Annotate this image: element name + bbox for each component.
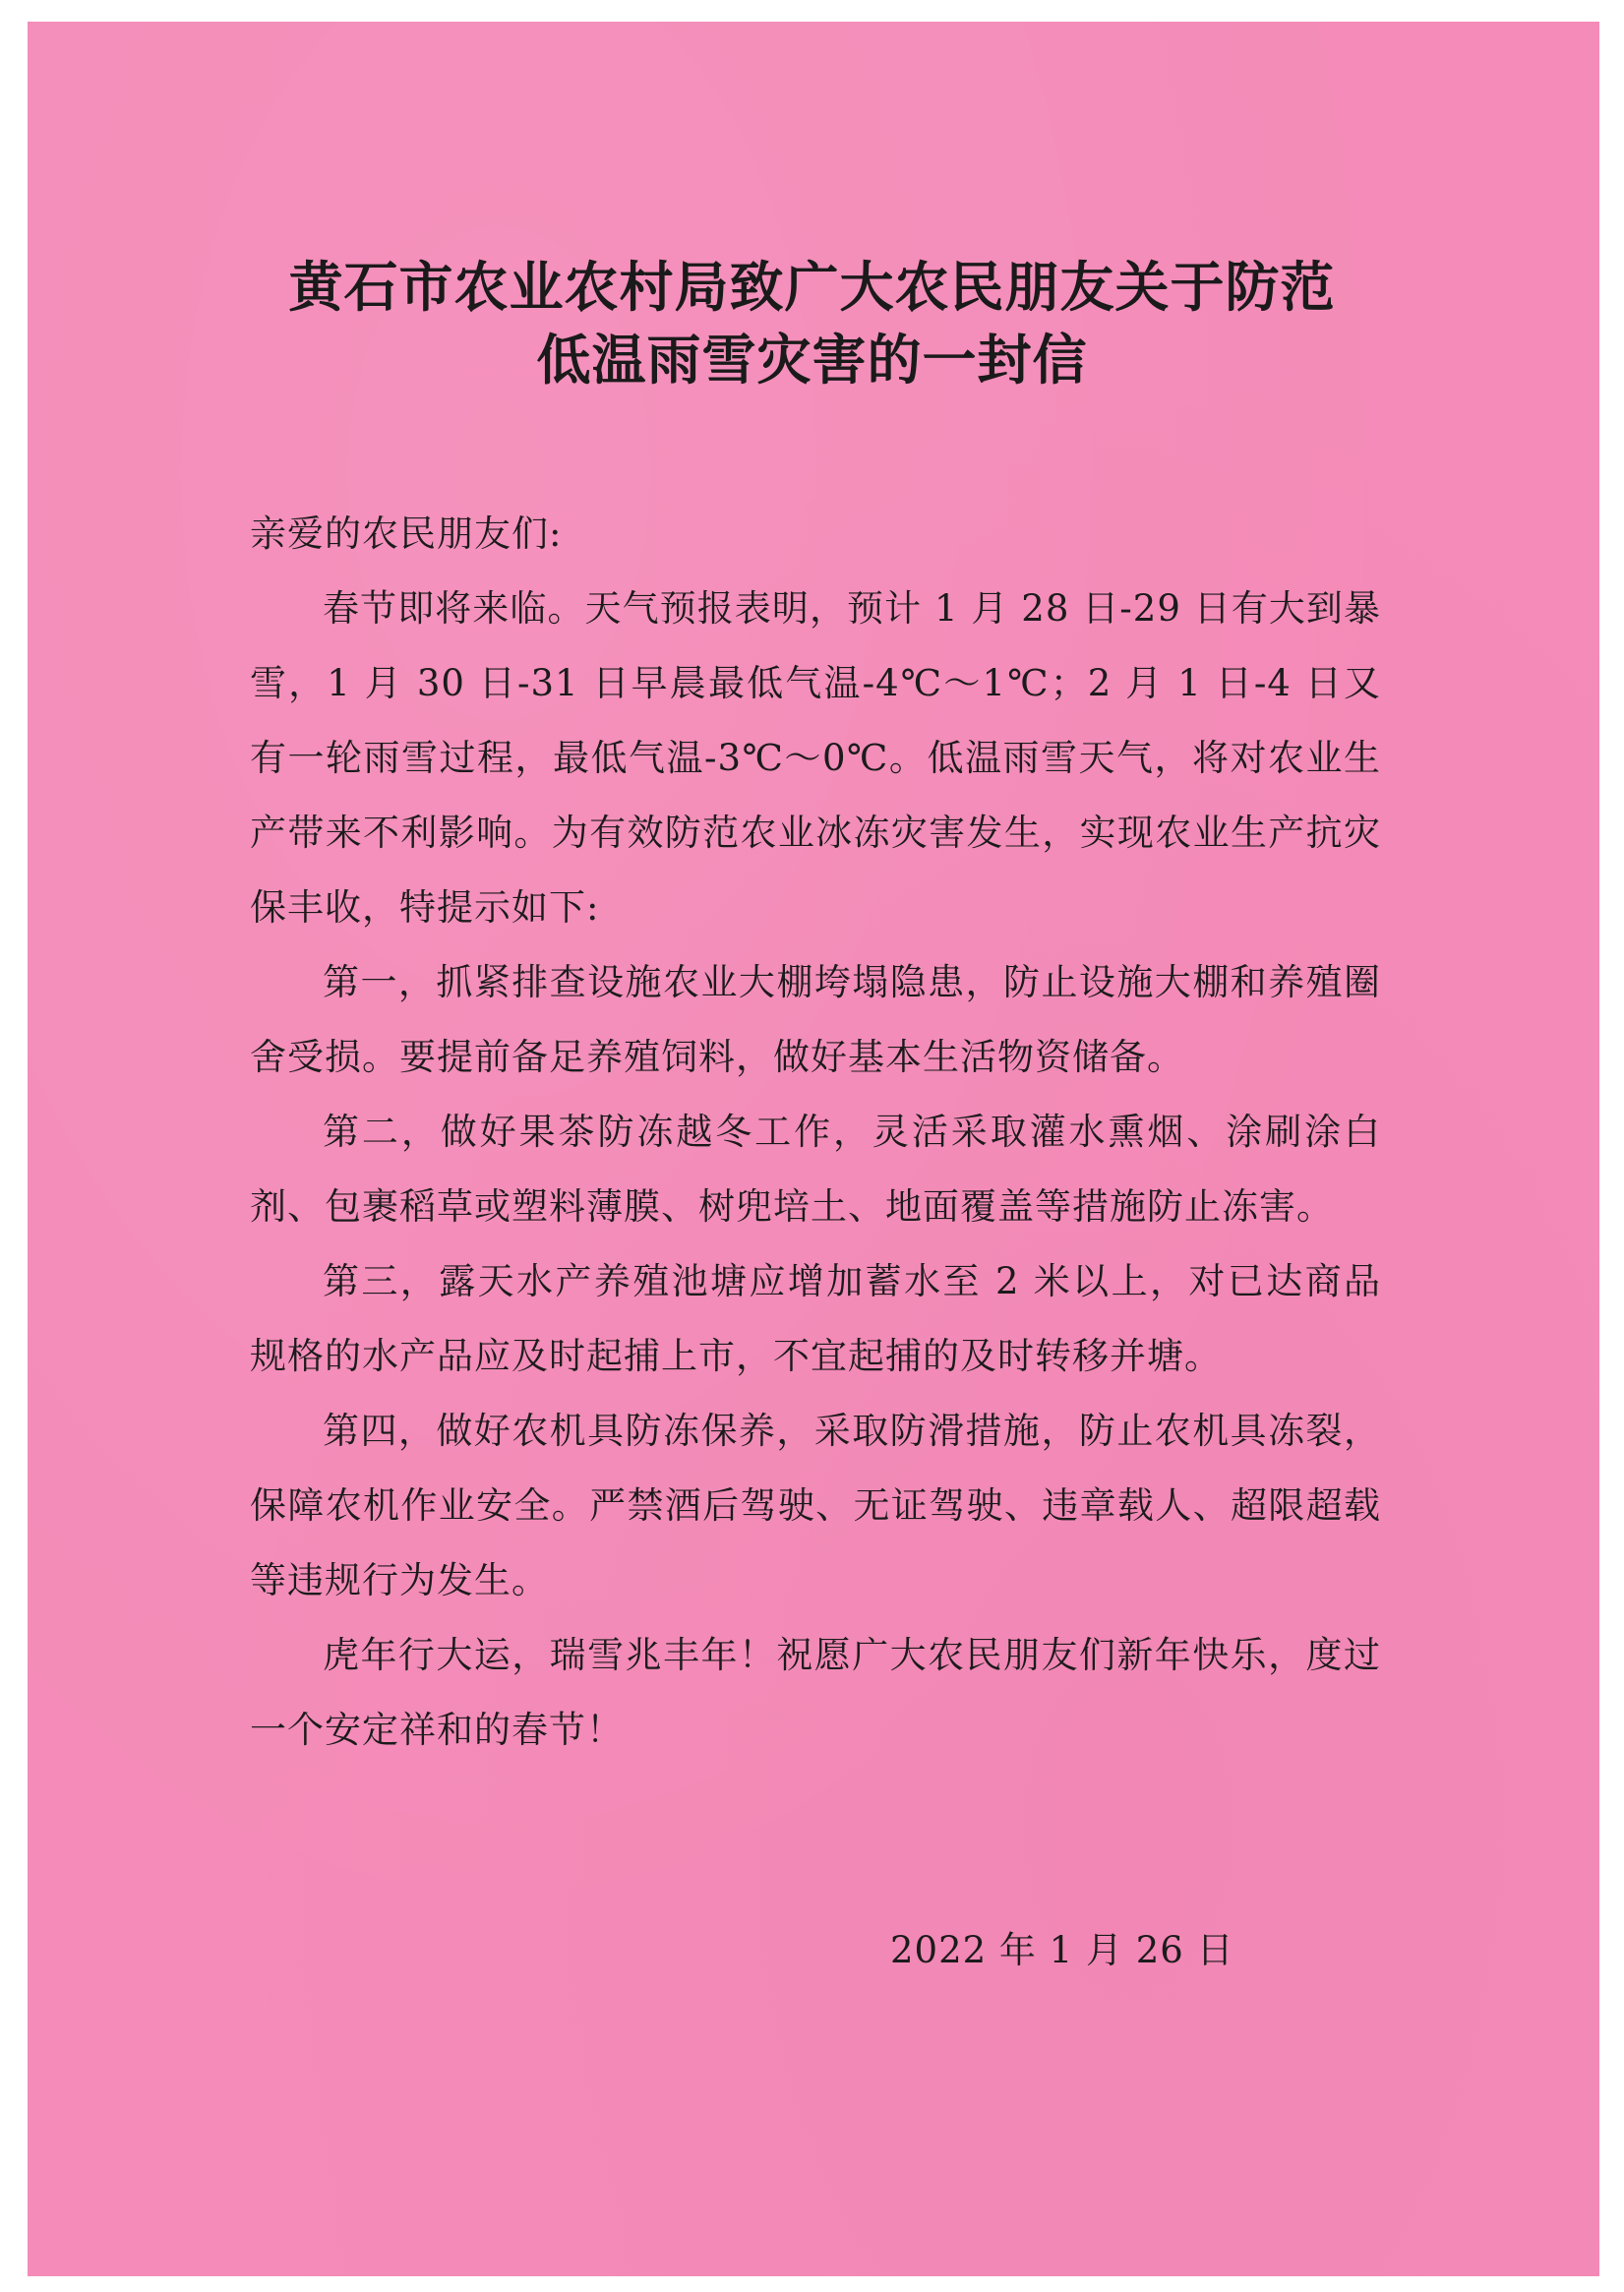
title-line-2: 低温雨雪灾害的一封信 <box>536 329 1088 392</box>
title-line-1: 黄石市农业农村局致广大农民朋友关于防范 <box>288 256 1336 319</box>
paragraph-third: 第三，露天水产养殖池塘应增加蓄水至 2 米以上，对已达商品规格的水产品应及时起捕上市，不宜起捕的及时转移并塘。 <box>250 1260 1381 1377</box>
paragraph-fourth: 第四，做好农机具防冻保养，采取防滑措施，防止农机具冻裂，保障农机作业安全。严禁酒后驾驶、无证驾驶、违章载人、超限超载等违规行为发生。 <box>250 1410 1381 1601</box>
letter-body <box>250 497 1381 1768</box>
letter-date: 2022 年 1 月 26 日 <box>890 1929 1234 1971</box>
paragraph-intro: 春节即将来临。天气预报表明，预计 1 月 28 日-29 日有大到暴雪，1 月 30 日-31 日早晨最低气温-4℃～1℃；2 月 1 日-4 日又有一轮雨雪过程，最低气温-3℃～0℃。低温雨雪天气，将对农业生产带来不利影响。为有效防范农业冰冻灾害发生，实现农业生产抗灾保丰收，特提示如下: <box>250 587 1381 929</box>
document-title <box>0 251 1624 396</box>
salutation: 亲爱的农民朋友们: <box>250 513 563 555</box>
paragraph-first: 第一，抓紧排查设施农业大棚垮塌隐患，防止设施大棚和养殖圈舍受损。要提前备足养殖饲料，做好基本生活物资储备。 <box>250 961 1381 1078</box>
paragraph-second: 第二，做好果茶防冻越冬工作，灵活采取灌水熏烟、涂刷涂白剂、包裹稻草或塑料薄膜、树兜培土、地面覆盖等措施防止冻害。 <box>250 1111 1381 1228</box>
paragraph-closing: 虎年行大运，瑞雪兆丰年！祝愿广大农民朋友们新年快乐，度过一个安定祥和的春节！ <box>250 1634 1381 1751</box>
